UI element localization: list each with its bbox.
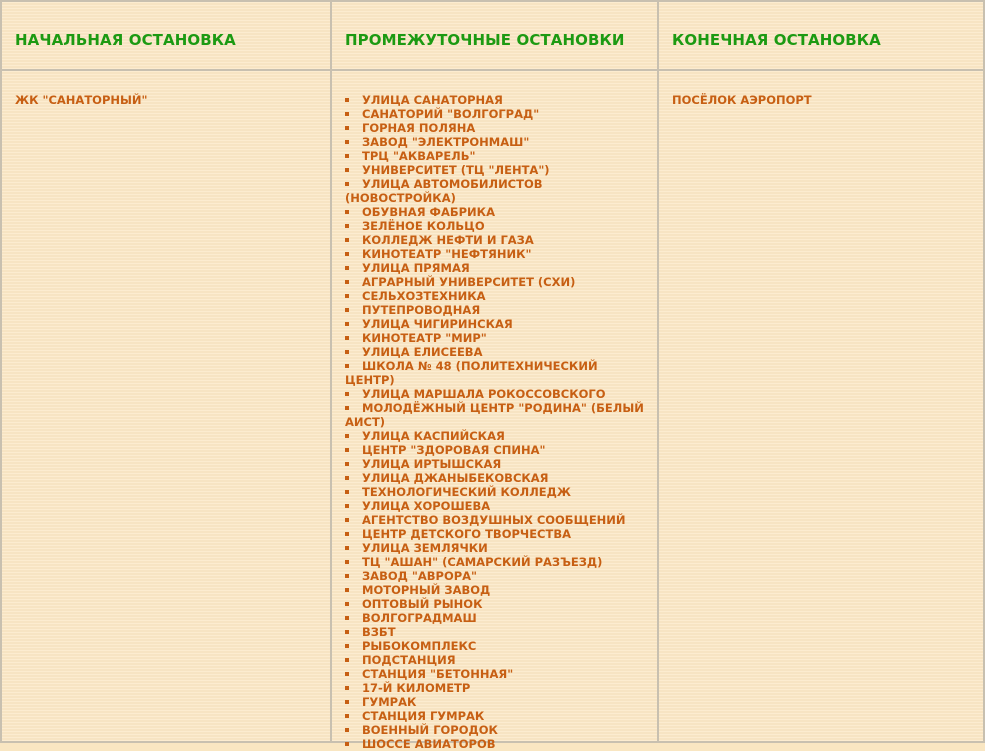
stop-list-item: ШОССЕ АВИАТОРОВ: [345, 737, 645, 751]
stop-list-item: УЛИЦА САНАТОРНАЯ: [345, 93, 645, 107]
end-stop-value: ПОСЁЛОК АЭРОПОРТ: [672, 93, 812, 107]
stop-list-item: ВОЛГОГРАДМАШ: [345, 611, 645, 625]
stop-list-item: МОТОРНЫЙ ЗАВОД: [345, 583, 645, 597]
stop-list-item: СТАНЦИЯ "БЕТОННАЯ": [345, 667, 645, 681]
stop-list-item: ПУТЕПРОВОДНАЯ: [345, 303, 645, 317]
stop-list-item: ЦЕНТР ДЕТСКОГО ТВОРЧЕСТВА: [345, 527, 645, 541]
start-stop-value: ЖК "САНАТОРНЫЙ": [15, 93, 148, 107]
stop-list-item: УЛИЦА АВТОМОБИЛИСТОВ (НОВОСТРОЙКА): [345, 177, 645, 205]
stop-list-item: КОЛЛЕДЖ НЕФТИ И ГАЗА: [345, 233, 645, 247]
end-stop-header: КОНЕЧНАЯ ОСТАНОВКА: [672, 31, 881, 49]
stop-list-item: УЛИЦА ХОРОШЕВА: [345, 499, 645, 513]
stop-list-item: УЛИЦА КАСПИЙСКАЯ: [345, 429, 645, 443]
start-stop-header: НАЧАЛЬНАЯ ОСТАНОВКА: [15, 31, 236, 49]
stop-list-item: ШКОЛА № 48 (ПОЛИТЕХНИЧЕСКИЙ ЦЕНТР): [345, 359, 645, 387]
stop-list-item: ЗАВОД "АВРОРА": [345, 569, 645, 583]
stop-list-item: УЛИЦА ПРЯМАЯ: [345, 261, 645, 275]
intermediate-stops-list: [345, 93, 645, 751]
stop-list-item: МОЛОДЁЖНЫЙ ЦЕНТР "РОДИНА" (БЕЛЫЙ АИСТ): [345, 401, 644, 429]
stop-list-item: УЛИЦА МАРШАЛА РОКОССОВСКОГО: [345, 387, 645, 401]
stop-list-item: РЫБОКОМПЛЕКС: [345, 639, 645, 653]
stop-list-item: СЕЛЬХОЗТЕХНИКА: [345, 289, 645, 303]
stop-list-item: СТАНЦИЯ ГУМРАК: [345, 709, 645, 723]
stop-list-item: УНИВЕРСИТЕТ (ТЦ "ЛЕНТА"): [345, 163, 645, 177]
stop-list-item: УЛИЦА ИРТЫШСКАЯ: [345, 457, 645, 471]
stop-list-item: УЛИЦА ЧИГИРИНСКАЯ: [345, 317, 645, 331]
end-stop-column: [657, 2, 985, 741]
stop-list-item: ТЕХНОЛОГИЧЕСКИЙ КОЛЛЕДЖ: [345, 485, 645, 499]
stop-list-item: ТРЦ "АКВАРЕЛЬ": [345, 149, 645, 163]
stop-list-item: САНАТОРИЙ "ВОЛГОГРАД": [345, 107, 645, 121]
stop-list-item: ОБУВНАЯ ФАБРИКА: [345, 205, 645, 219]
stop-list-item: УЛИЦА ДЖАНЫБЕКОВСКАЯ: [345, 471, 645, 485]
start-stop-column: [2, 2, 330, 741]
intermediate-stops-header: ПРОМЕЖУТОЧНЫЕ ОСТАНОВКИ: [345, 31, 625, 49]
stop-list-item: АГЕНТСТВО ВОЗДУШНЫХ СООБЩЕНИЙ: [345, 513, 645, 527]
stop-list-item: ЗЕЛЁНОЕ КОЛЬЦО: [345, 219, 645, 233]
stop-list-item: 17-Й КИЛОМЕТР: [345, 681, 645, 695]
stop-list-item: ТЦ "АШАН" (САМАРСКИЙ РАЗЪЕЗД): [345, 555, 645, 569]
stop-list-item: ГУМРАК: [345, 695, 645, 709]
stop-list-item: ВЗБТ: [345, 625, 645, 639]
stop-list-item: ОПТОВЫЙ РЫНОК: [345, 597, 645, 611]
stop-list-item: УЛИЦА ЗЕМЛЯЧКИ: [345, 541, 645, 555]
stop-list-item: ВОЕННЫЙ ГОРОДОК: [345, 723, 645, 737]
intermediate-stops-column: [330, 2, 657, 751]
stop-list-item: ЗАВОД "ЭЛЕКТРОНМАШ": [345, 135, 645, 149]
stop-list-item: ЦЕНТР "ЗДОРОВАЯ СПИНА": [345, 443, 645, 457]
stop-list-item: ГОРНАЯ ПОЛЯНА: [345, 121, 645, 135]
stop-list-item: УЛИЦА ЕЛИСЕЕВА: [345, 345, 645, 359]
stop-list-item: КИНОТЕАТР "МИР": [345, 331, 645, 345]
stop-list-item: ПОДСТАНЦИЯ: [345, 653, 645, 667]
stop-list-item: КИНОТЕАТР "НЕФТЯНИК": [345, 247, 645, 261]
stop-list-item: АГРАРНЫЙ УНИВЕРСИТЕТ (СХИ): [345, 275, 645, 289]
